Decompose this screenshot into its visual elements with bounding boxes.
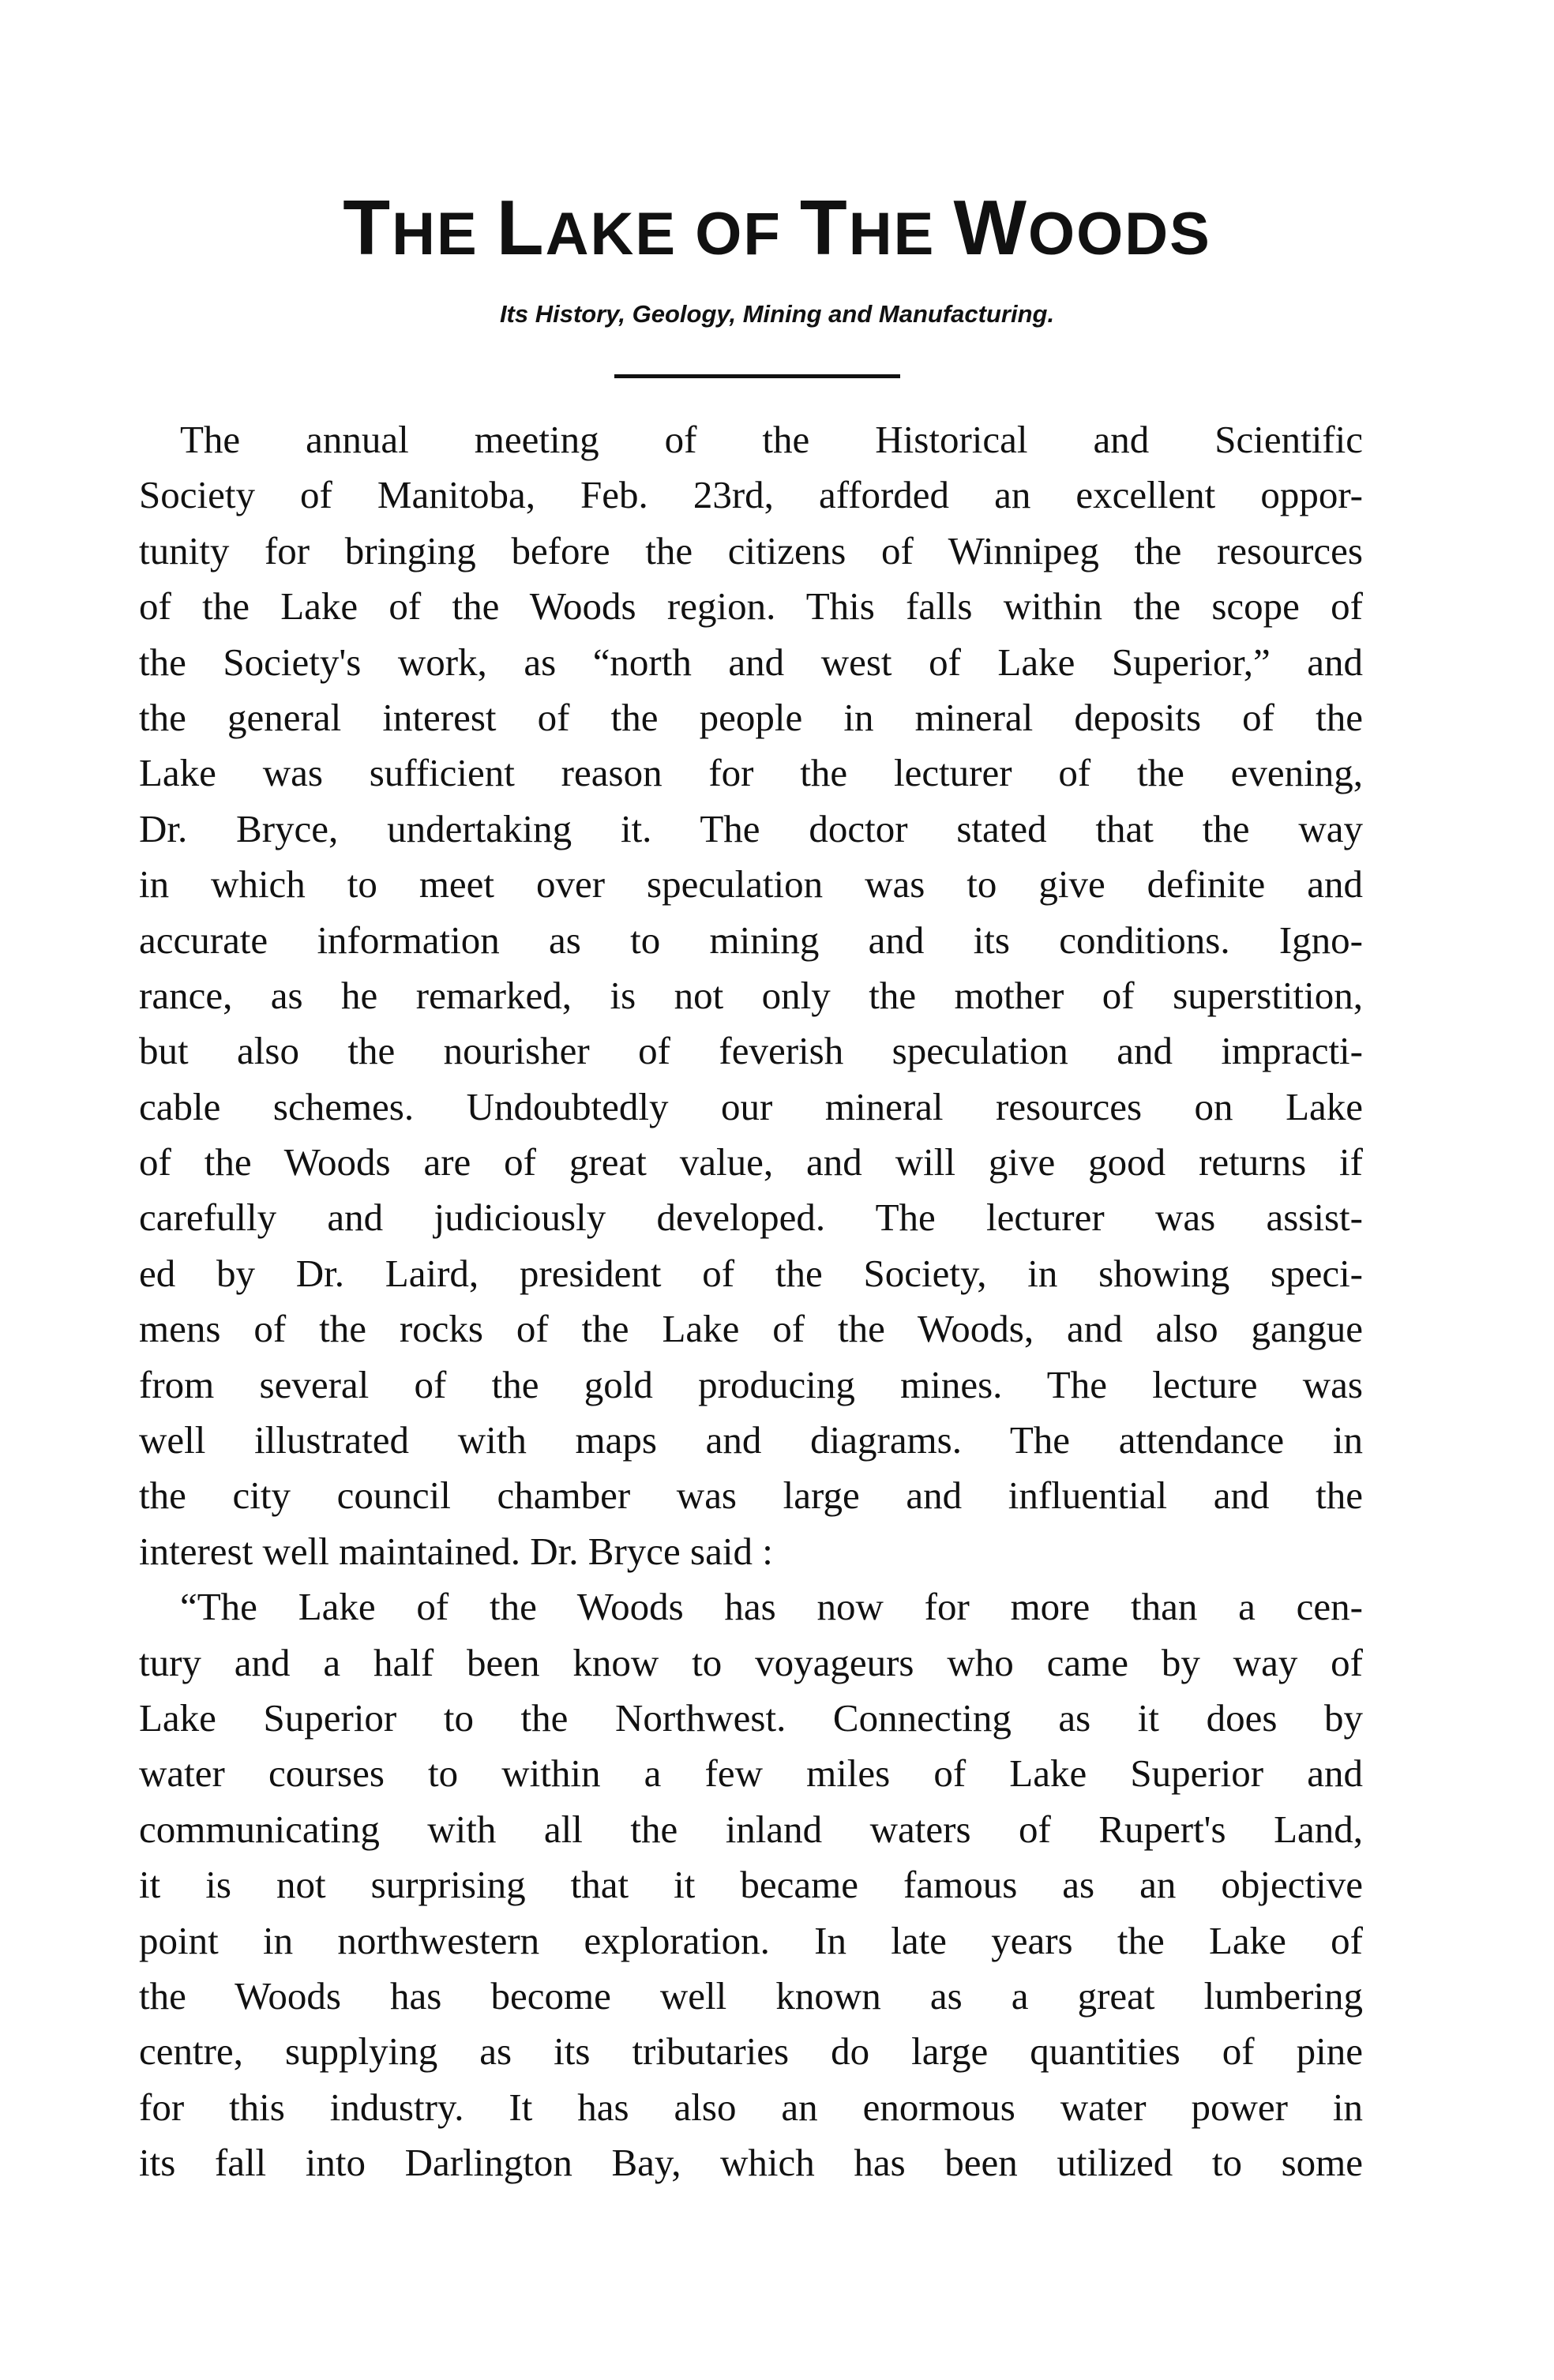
text-line: interest well maintained. Dr. Bryce said : [139, 1529, 773, 1573]
article-subtitle: Its History, Geology, Mining and Manufacturing. [499, 300, 1055, 328]
text-line: the city council chamber was large and influential and the [139, 1473, 1363, 1518]
text-line: the Society's work, as “north and west of Lake Superior,” and [139, 640, 1363, 684]
text-line: it is not surprising that it became famous as an objective [139, 1863, 1363, 1907]
title-part: L [496, 184, 546, 271]
text-line: its fall into Darlington Bay, which has been utilized to some [139, 2141, 1363, 2185]
text-line: rance, as he remarked, is not only the mother of superstition, [139, 973, 1363, 1017]
text-line: ed by Dr. Laird, president of the Society, in showing speci- [139, 1251, 1363, 1295]
text-line: tury and a half been know to voyageurs who came by way of [139, 1640, 1363, 1684]
title-part: HE [392, 201, 497, 268]
text-line: the Woods has become well known as a great lumbering [139, 1973, 1363, 2018]
text-line: Dr. Bryce, undertaking it. The doctor stated that the way [139, 806, 1363, 850]
text-line: in which to meet over speculation was to give definite and [139, 862, 1363, 907]
text-line: from several of the gold producing mines. The lecture was [139, 1362, 1363, 1406]
text-line: for this industry. It has also an enormous water power in [139, 2085, 1363, 2129]
text-line: the general interest of the people in mineral deposits of the [139, 695, 1363, 739]
title-part: HE [848, 201, 954, 268]
title-part: W [953, 184, 1028, 271]
title-part: OF [695, 201, 800, 268]
text-line: “The Lake of the Woods has now for more than a cen- [180, 1585, 1363, 1629]
text-line: carefully and judiciously developed. The lecturer was assist- [139, 1196, 1363, 1240]
text-line: cable schemes. Undoubtedly our mineral resources on Lake [139, 1084, 1363, 1128]
text-line: point in northwestern exploration. In late years the Lake of [139, 1918, 1363, 1962]
text-line: tunity for bringing before the citizens of Winnipeg the resources [139, 528, 1363, 572]
title-part: T [343, 184, 392, 271]
text-line: Society of Manitoba, Feb. 23rd, afforded an excellent oppor- [139, 473, 1363, 517]
text-line: communicating with all the inland waters of Rupert's Land, [139, 1807, 1363, 1851]
title-part: T [799, 184, 849, 271]
text-line: of the Woods are of great value, and will give good returns if [139, 1140, 1363, 1184]
title-divider [614, 374, 900, 378]
text-line: but also the nourisher of feverish speculation and impracti- [139, 1029, 1363, 1073]
text-line: Lake Superior to the Northwest. Connecting as it does by [139, 1695, 1363, 1740]
title-part: AKE [545, 201, 696, 268]
article-body [139, 412, 1363, 2191]
text-line: water courses to within a few miles of Lake Superior and [139, 1751, 1363, 1796]
text-line: The annual meeting of the Historical and Scientific [180, 418, 1363, 461]
title-part: OODS [1027, 201, 1211, 268]
text-line: centre, supplying as its tributaries do large quantities of pine [139, 2029, 1363, 2074]
text-line: mens of the rocks of the Lake of the Woods, and also gangue [139, 1307, 1363, 1351]
text-line: accurate information as to mining and its conditions. Igno- [139, 918, 1363, 962]
text-line: Lake was sufficient reason for the lecturer of the evening, [139, 751, 1363, 795]
article-title [0, 180, 1554, 282]
text-line: well illustrated with maps and diagrams. The attendance in [139, 1418, 1363, 1462]
text-line: of the Lake of the Woods region. This falls within the scope of [139, 584, 1363, 629]
